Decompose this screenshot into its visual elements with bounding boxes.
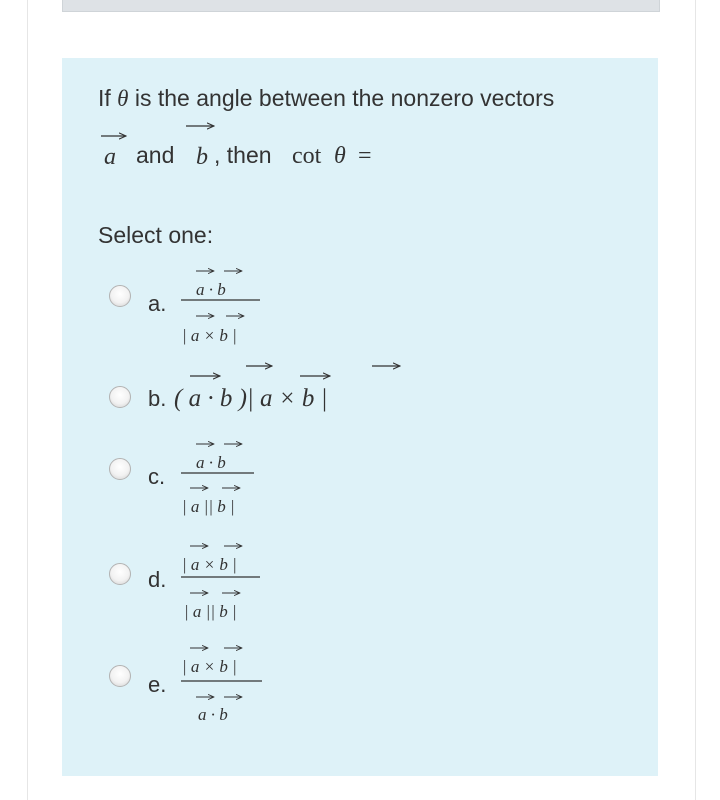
theta-symbol: θ	[117, 86, 129, 111]
theta-symbol: θ	[334, 143, 346, 169]
option-d-numerator: | a × b |	[182, 555, 237, 574]
option-b-letter: b.	[148, 386, 167, 411]
option-a-radio[interactable]	[109, 285, 131, 307]
question-if: If	[98, 85, 111, 111]
question-line-1	[98, 85, 554, 112]
option-e-denominator: a · b	[198, 705, 228, 724]
option-d-denominator: | a || b |	[184, 602, 237, 621]
vector-b: b	[196, 144, 208, 170]
option-b-math: ( a · b )| a × b |	[174, 385, 328, 412]
option-c-denominator: | a || b |	[182, 497, 235, 516]
question-panel	[62, 58, 658, 776]
cot-text: cot	[292, 143, 322, 169]
option-c-numerator: a · b	[196, 453, 226, 472]
option-e-numerator: | a × b |	[182, 657, 237, 676]
select-one-label: Select one:	[98, 222, 214, 248]
option-c-letter: c.	[148, 464, 166, 489]
and-text: and	[136, 142, 175, 168]
option-b-radio[interactable]	[109, 386, 131, 408]
vector-a: a	[104, 144, 116, 170]
option-d-letter: d.	[148, 567, 167, 592]
option-d-radio[interactable]	[109, 563, 131, 585]
option-c-radio[interactable]	[109, 458, 131, 480]
option-a-denominator: | a × b |	[182, 326, 237, 345]
question-text: is the angle between the nonzero vectors	[134, 85, 555, 111]
previous-block-edge	[62, 0, 660, 12]
option-e-radio[interactable]	[109, 665, 131, 687]
then-text: , then	[214, 142, 272, 168]
option-e-letter: e.	[148, 672, 167, 697]
option-a-numerator: a · b	[196, 280, 226, 299]
option-a-letter: a.	[148, 291, 167, 316]
equals-sign: =	[358, 143, 372, 169]
